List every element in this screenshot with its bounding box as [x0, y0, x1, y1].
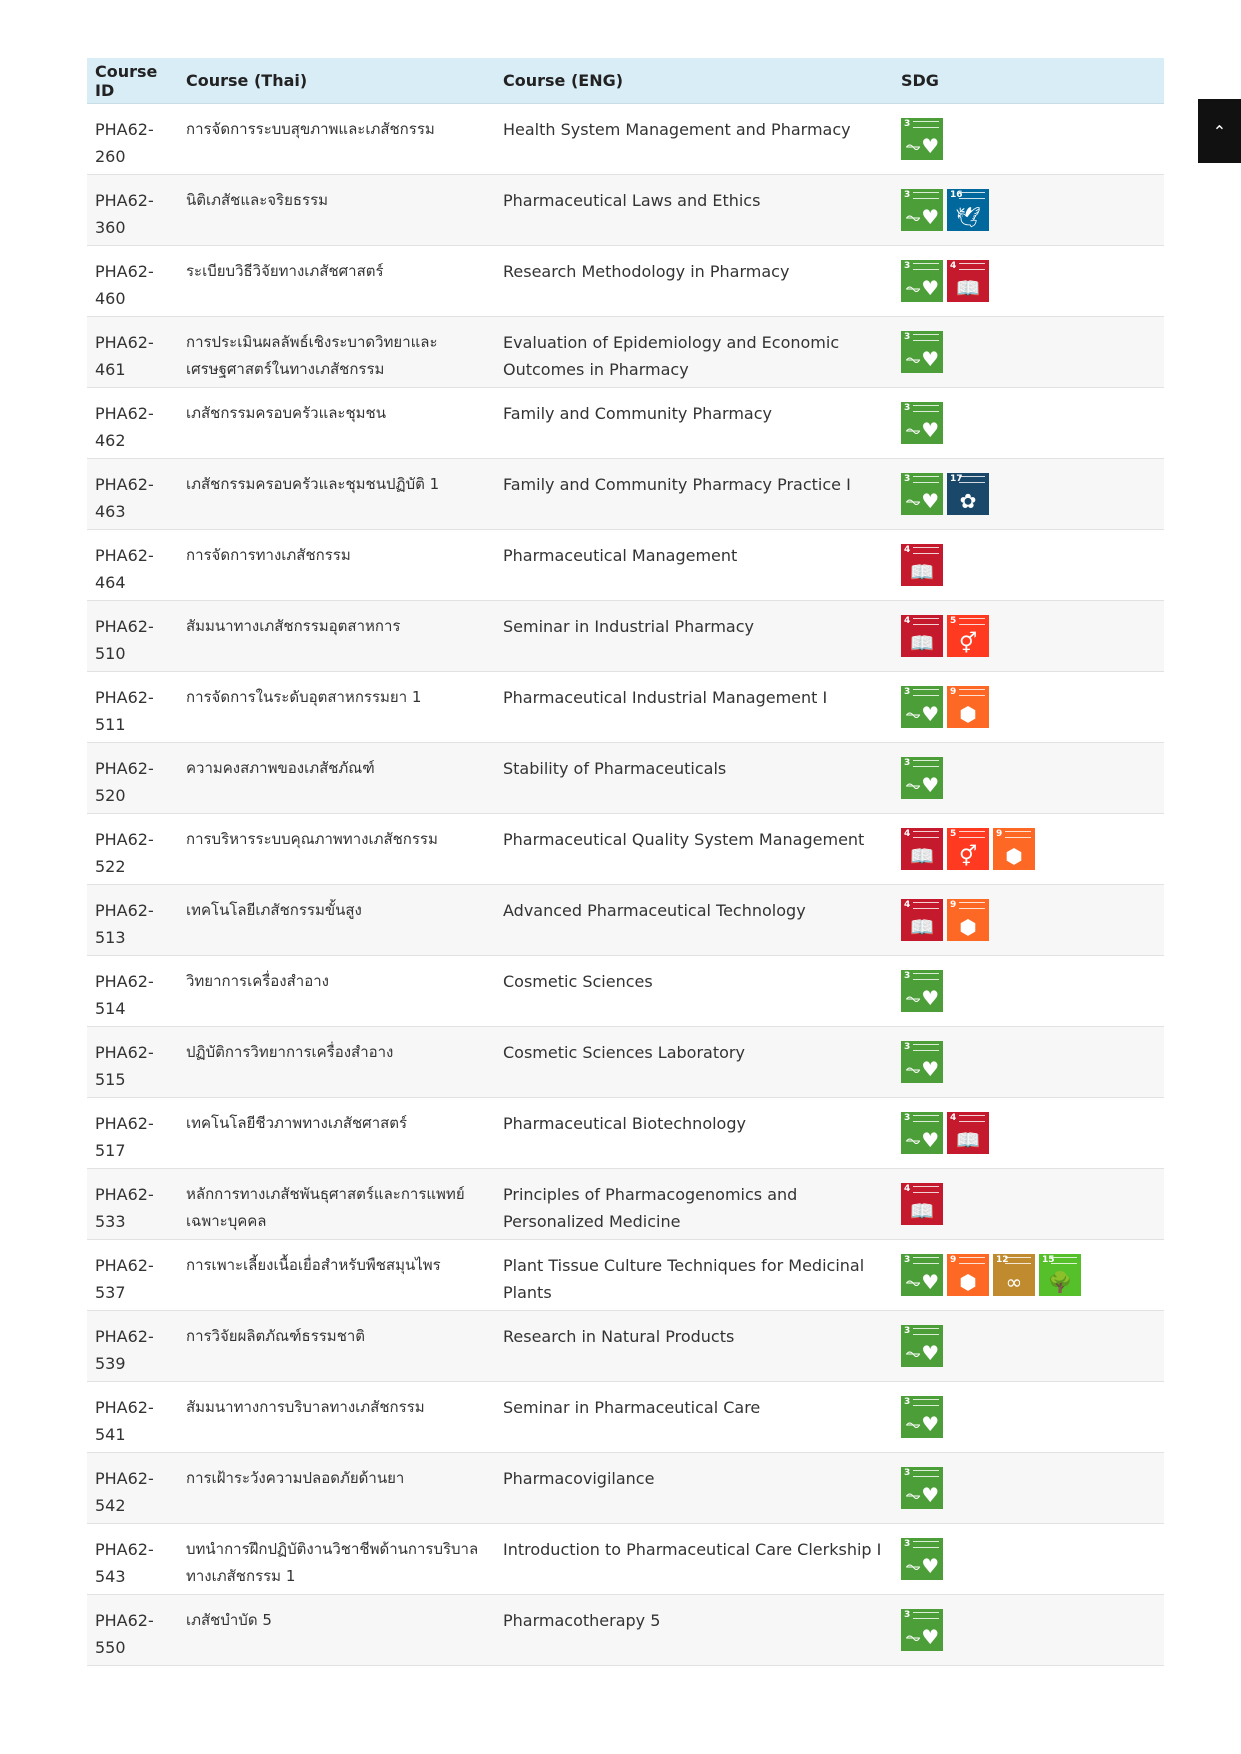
sdg-number: 3 [904, 332, 911, 342]
sdg-4-badge [901, 615, 943, 657]
sdg-9-badge [947, 899, 989, 941]
course-table-container [87, 58, 1164, 1666]
tree-icon: 🌳 [1047, 1270, 1073, 1294]
course-eng-cell: Evaluation of Epidemiology and Economic Outcomes in Pharmacy [495, 317, 893, 388]
course-thai-cell: ระเบียบวิธีวิจัยทางเภสัชศาสตร์ [178, 246, 495, 317]
sdg-3-badge [901, 1112, 943, 1154]
sdg-caption-lines [913, 973, 939, 980]
course-thai-cell: การวิจัยผลิตภัณฑ์ธรรมชาติ [178, 1311, 495, 1382]
sdg-caption-lines [913, 1328, 939, 1335]
sdg-4-badge [901, 544, 943, 586]
course-thai-cell: เทคโนโลยีเภสัชกรรมขั้นสูง [178, 885, 495, 956]
table-row [87, 601, 1164, 672]
course-id-cell: PHA62-517 [87, 1098, 178, 1169]
heartbeat-icon: ⏦♥ [904, 773, 940, 797]
course-thai-cell: สัมมนาทางการบริบาลทางเภสัชกรรม [178, 1382, 495, 1453]
table-row [87, 317, 1164, 388]
sdg-caption-lines [913, 1470, 939, 1477]
sdg-cell [893, 1311, 1164, 1382]
sdg-cell [893, 885, 1164, 956]
book-icon: 📖 [955, 1128, 981, 1152]
cubes-icon: ⬢ [1005, 844, 1023, 868]
sdg-number: 3 [904, 971, 911, 981]
course-eng-cell: Research Methodology in Pharmacy [495, 246, 893, 317]
header-course-thai: Course (Thai) [178, 58, 495, 104]
sdg-number: 9 [950, 687, 957, 697]
chevron-up-icon: ⌃ [1212, 121, 1227, 141]
course-eng-cell: Introduction to Pharmaceutical Care Clerkship I [495, 1524, 893, 1595]
sdg-number: 3 [904, 758, 911, 768]
course-id-cell: PHA62-510 [87, 601, 178, 672]
course-id-cell: PHA62-543 [87, 1524, 178, 1595]
table-row [87, 1240, 1164, 1311]
sdg-4-badge [947, 260, 989, 302]
course-id-cell: PHA62-542 [87, 1453, 178, 1524]
sdg-caption-lines [913, 547, 939, 554]
sdg-cell [893, 388, 1164, 459]
sdg-caption-lines [913, 902, 939, 909]
course-eng-cell: Pharmaceutical Biotechnology [495, 1098, 893, 1169]
course-eng-cell: Plant Tissue Culture Techniques for Medicinal Plants [495, 1240, 893, 1311]
sdg-4-badge [901, 899, 943, 941]
sdg-3-badge [901, 1538, 943, 1580]
book-icon: 📖 [955, 276, 981, 300]
heartbeat-icon: ⏦♥ [904, 276, 940, 300]
sdg-12-badge [993, 1254, 1035, 1296]
dove-gavel-icon: 🕊 [955, 205, 981, 229]
heartbeat-icon: ⏦♥ [904, 1128, 940, 1152]
book-icon: 📖 [909, 915, 935, 939]
sdg-caption-lines [959, 831, 985, 838]
sdg-caption-lines [913, 618, 939, 625]
course-eng-cell: Principles of Pharmacogenomics and Personalized Medicine [495, 1169, 893, 1240]
course-eng-cell: Health System Management and Pharmacy [495, 104, 893, 175]
sdg-3-badge [901, 189, 943, 231]
table-body [87, 104, 1164, 1666]
course-thai-cell: การจัดการระบบสุขภาพและเภสัชกรรม [178, 104, 495, 175]
sdg-cell [893, 1453, 1164, 1524]
course-eng-cell: Pharmaceutical Industrial Management I [495, 672, 893, 743]
table-row [87, 246, 1164, 317]
sdg-number: 4 [904, 1184, 911, 1194]
course-thai-cell: การเพาะเลี้ยงเนื้อเยื่อสำหรับพืชสมุนไพร [178, 1240, 495, 1311]
sdg-16-badge [947, 189, 989, 231]
table-row [87, 814, 1164, 885]
table-row [87, 104, 1164, 175]
course-thai-cell: ปฏิบัติการวิทยาการเครื่องสำอาง [178, 1027, 495, 1098]
sdg-caption-lines [959, 476, 985, 483]
sdg-cell [893, 1240, 1164, 1311]
sdg-caption-lines [913, 334, 939, 341]
sdg-number: 16 [950, 190, 963, 200]
sdg-number: 4 [904, 616, 911, 626]
heartbeat-icon: ⏦♥ [904, 1554, 940, 1578]
sdg-3-badge [901, 260, 943, 302]
course-id-cell: PHA62-537 [87, 1240, 178, 1311]
heartbeat-icon: ⏦♥ [904, 1412, 940, 1436]
flower-rings-icon: ✿ [959, 489, 977, 513]
heartbeat-icon: ⏦♥ [904, 134, 940, 158]
book-icon: 📖 [909, 844, 935, 868]
course-eng-cell: Cosmetic Sciences [495, 956, 893, 1027]
heartbeat-icon: ⏦♥ [904, 489, 940, 513]
heartbeat-icon: ⏦♥ [904, 347, 940, 371]
sdg-cell [893, 1098, 1164, 1169]
sdg-4-badge [901, 828, 943, 870]
heartbeat-icon: ⏦♥ [904, 1483, 940, 1507]
table-row [87, 530, 1164, 601]
course-id-cell: PHA62-541 [87, 1382, 178, 1453]
sdg-number: 5 [950, 616, 957, 626]
sdg-cell [893, 246, 1164, 317]
sdg-3-badge [901, 1609, 943, 1651]
sdg-number: 3 [904, 1113, 911, 1123]
course-eng-cell: Cosmetic Sciences Laboratory [495, 1027, 893, 1098]
table-row [87, 743, 1164, 814]
sdg-9-badge [947, 1254, 989, 1296]
course-id-cell: PHA62-461 [87, 317, 178, 388]
sdg-3-badge [901, 331, 943, 373]
sdg-caption-lines [913, 1044, 939, 1051]
sdg-number: 9 [950, 900, 957, 910]
sdg-3-badge [901, 402, 943, 444]
sdg-5-badge [947, 828, 989, 870]
sdg-caption-lines [959, 192, 985, 199]
sdg-cell [893, 317, 1164, 388]
course-id-cell: PHA62-515 [87, 1027, 178, 1098]
sdg-3-badge [901, 970, 943, 1012]
table-row [87, 1595, 1164, 1666]
back-to-top-button[interactable] [1198, 99, 1241, 163]
sdg-cell [893, 1595, 1164, 1666]
sdg-caption-lines [913, 1115, 939, 1122]
sdg-caption-lines [1051, 1257, 1077, 1264]
course-id-cell: PHA62-260 [87, 104, 178, 175]
book-icon: 📖 [909, 560, 935, 584]
course-thai-cell: การจัดการในระดับอุตสาหกรรมยา 1 [178, 672, 495, 743]
sdg-number: 3 [904, 1610, 911, 1620]
heartbeat-icon: ⏦♥ [904, 1057, 940, 1081]
course-thai-cell: ความคงสภาพของเภสัชภัณฑ์ [178, 743, 495, 814]
course-id-cell: PHA62-463 [87, 459, 178, 530]
sdg-9-badge [947, 686, 989, 728]
sdg-caption-lines [913, 1186, 939, 1193]
course-thai-cell: วิทยาการเครื่องสำอาง [178, 956, 495, 1027]
sdg-3-badge [901, 757, 943, 799]
sdg-15-badge [1039, 1254, 1081, 1296]
course-eng-cell: Pharmaceutical Quality System Management [495, 814, 893, 885]
sdg-caption-lines [959, 689, 985, 696]
course-thai-cell: เภสัชบำบัด 5 [178, 1595, 495, 1666]
course-thai-cell: การบริหารระบบคุณภาพทางเภสัชกรรม [178, 814, 495, 885]
cubes-icon: ⬢ [959, 702, 977, 726]
table-row [87, 388, 1164, 459]
sdg-cell [893, 601, 1164, 672]
course-eng-cell: Research in Natural Products [495, 1311, 893, 1382]
gender-equality-icon: ⚥ [958, 844, 978, 868]
sdg-cell [893, 814, 1164, 885]
sdg-3-badge [901, 1467, 943, 1509]
sdg-number: 4 [950, 261, 957, 271]
course-id-cell: PHA62-522 [87, 814, 178, 885]
course-eng-cell: Family and Community Pharmacy Practice I [495, 459, 893, 530]
sdg-number: 3 [904, 474, 911, 484]
course-eng-cell: Family and Community Pharmacy [495, 388, 893, 459]
sdg-caption-lines [913, 689, 939, 696]
sdg-caption-lines [959, 263, 985, 270]
sdg-4-badge [947, 1112, 989, 1154]
table-row [87, 1169, 1164, 1240]
sdg-caption-lines [913, 405, 939, 412]
table-header-row [87, 58, 1164, 104]
heartbeat-icon: ⏦♥ [904, 1625, 940, 1649]
table-row [87, 1027, 1164, 1098]
header-course-eng: Course (ENG) [495, 58, 893, 104]
sdg-cell [893, 1524, 1164, 1595]
sdg-3-badge [901, 118, 943, 160]
header-sdg: SDG [893, 58, 1164, 104]
course-id-cell: PHA62-539 [87, 1311, 178, 1382]
course-id-cell: PHA62-464 [87, 530, 178, 601]
sdg-number: 9 [996, 829, 1003, 839]
course-sdg-table [87, 58, 1164, 1666]
sdg-caption-lines [913, 192, 939, 199]
sdg-number: 4 [950, 1113, 957, 1123]
sdg-number: 3 [904, 1042, 911, 1052]
course-id-cell: PHA62-511 [87, 672, 178, 743]
sdg-caption-lines [913, 831, 939, 838]
table-row [87, 885, 1164, 956]
sdg-cell [893, 530, 1164, 601]
sdg-caption-lines [913, 263, 939, 270]
course-thai-cell: นิติเภสัชและจริยธรรม [178, 175, 495, 246]
sdg-3-badge [901, 686, 943, 728]
header-course-id: Course ID [87, 58, 178, 104]
sdg-caption-lines [1005, 1257, 1031, 1264]
course-id-cell: PHA62-360 [87, 175, 178, 246]
sdg-caption-lines [1005, 831, 1031, 838]
sdg-number: 3 [904, 1255, 911, 1265]
sdg-3-badge [901, 473, 943, 515]
sdg-caption-lines [913, 1612, 939, 1619]
sdg-4-badge [901, 1183, 943, 1225]
sdg-number: 3 [904, 1468, 911, 1478]
sdg-number: 3 [904, 1326, 911, 1336]
sdg-caption-lines [913, 476, 939, 483]
table-row [87, 1453, 1164, 1524]
heartbeat-icon: ⏦♥ [904, 1341, 940, 1365]
cubes-icon: ⬢ [959, 1270, 977, 1294]
book-icon: 📖 [909, 1199, 935, 1223]
sdg-number: 3 [904, 1539, 911, 1549]
course-thai-cell: หลักการทางเภสัชพันธุศาสตร์และการแพทย์เฉพาะบุคคล [178, 1169, 495, 1240]
course-id-cell: PHA62-520 [87, 743, 178, 814]
table-row [87, 175, 1164, 246]
sdg-3-badge [901, 1396, 943, 1438]
sdg-number: 3 [904, 403, 911, 413]
cubes-icon: ⬢ [959, 915, 977, 939]
course-thai-cell: เภสัชกรรมครอบครัวและชุมชน [178, 388, 495, 459]
sdg-cell [893, 1027, 1164, 1098]
course-eng-cell: Advanced Pharmaceutical Technology [495, 885, 893, 956]
sdg-caption-lines [913, 760, 939, 767]
sdg-caption-lines [913, 1399, 939, 1406]
table-row [87, 1311, 1164, 1382]
course-id-cell: PHA62-514 [87, 956, 178, 1027]
course-thai-cell: การประเมินผลลัพธ์เชิงระบาดวิทยาและเศรษฐศาสตร์ในทางเภสัชกรรม [178, 317, 495, 388]
sdg-number: 12 [996, 1255, 1009, 1265]
sdg-number: 4 [904, 900, 911, 910]
sdg-9-badge [993, 828, 1035, 870]
sdg-caption-lines [913, 1541, 939, 1548]
course-thai-cell: เทคโนโลยีชีวภาพทางเภสัชศาสตร์ [178, 1098, 495, 1169]
heartbeat-icon: ⏦♥ [904, 986, 940, 1010]
sdg-cell [893, 743, 1164, 814]
table-row [87, 1098, 1164, 1169]
sdg-17-badge [947, 473, 989, 515]
gender-equality-icon: ⚥ [958, 631, 978, 655]
course-eng-cell: Pharmaceutical Management [495, 530, 893, 601]
course-id-cell: PHA62-550 [87, 1595, 178, 1666]
sdg-number: 4 [904, 545, 911, 555]
sdg-3-badge [901, 1254, 943, 1296]
sdg-cell [893, 1169, 1164, 1240]
course-thai-cell: สัมมนาทางเภสัชกรรมอุตสาหการ [178, 601, 495, 672]
sdg-caption-lines [959, 902, 985, 909]
course-id-cell: PHA62-460 [87, 246, 178, 317]
sdg-number: 3 [904, 190, 911, 200]
sdg-cell [893, 104, 1164, 175]
sdg-5-badge [947, 615, 989, 657]
sdg-cell [893, 672, 1164, 743]
table-row [87, 956, 1164, 1027]
sdg-caption-lines [913, 1257, 939, 1264]
heartbeat-icon: ⏦♥ [904, 702, 940, 726]
course-eng-cell: Pharmacovigilance [495, 1453, 893, 1524]
sdg-caption-lines [959, 1115, 985, 1122]
course-thai-cell: บทนำการฝึกปฏิบัติงานวิชาชีพด้านการบริบาลทางเภสัชกรรม 1 [178, 1524, 495, 1595]
sdg-cell [893, 459, 1164, 530]
course-eng-cell: Stability of Pharmaceuticals [495, 743, 893, 814]
course-thai-cell: การเฝ้าระวังความปลอดภัยด้านยา [178, 1453, 495, 1524]
sdg-caption-lines [913, 121, 939, 128]
heartbeat-icon: ⏦♥ [904, 1270, 940, 1294]
infinity-icon: ∞ [1005, 1270, 1023, 1294]
sdg-number: 4 [904, 829, 911, 839]
table-row [87, 672, 1164, 743]
sdg-cell [893, 956, 1164, 1027]
table-row [87, 459, 1164, 530]
course-id-cell: PHA62-513 [87, 885, 178, 956]
sdg-3-badge [901, 1041, 943, 1083]
sdg-cell [893, 175, 1164, 246]
course-eng-cell: Pharmaceutical Laws and Ethics [495, 175, 893, 246]
heartbeat-icon: ⏦♥ [904, 205, 940, 229]
sdg-3-badge [901, 1325, 943, 1367]
heartbeat-icon: ⏦♥ [904, 418, 940, 442]
course-eng-cell: Pharmacotherapy 5 [495, 1595, 893, 1666]
course-eng-cell: Seminar in Pharmaceutical Care [495, 1382, 893, 1453]
course-thai-cell: การจัดการทางเภสัชกรรม [178, 530, 495, 601]
table-row [87, 1382, 1164, 1453]
sdg-caption-lines [959, 618, 985, 625]
sdg-number: 15 [1042, 1255, 1055, 1265]
sdg-number: 17 [950, 474, 963, 484]
sdg-caption-lines [959, 1257, 985, 1264]
sdg-number: 5 [950, 829, 957, 839]
book-icon: 📖 [909, 631, 935, 655]
sdg-number: 3 [904, 687, 911, 697]
table-row [87, 1524, 1164, 1595]
sdg-number: 3 [904, 1397, 911, 1407]
course-id-cell: PHA62-533 [87, 1169, 178, 1240]
sdg-number: 9 [950, 1255, 957, 1265]
sdg-number: 3 [904, 261, 911, 271]
course-thai-cell: เภสัชกรรมครอบครัวและชุมชนปฏิบัติ 1 [178, 459, 495, 530]
sdg-cell [893, 1382, 1164, 1453]
sdg-number: 3 [904, 119, 911, 129]
course-id-cell: PHA62-462 [87, 388, 178, 459]
course-eng-cell: Seminar in Industrial Pharmacy [495, 601, 893, 672]
